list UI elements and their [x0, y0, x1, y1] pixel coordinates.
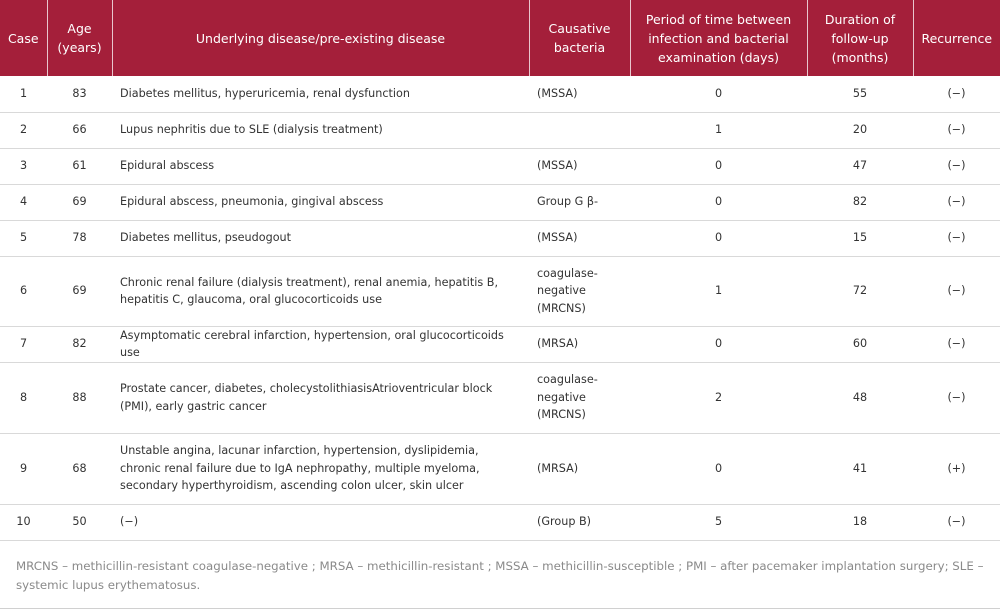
- table-row: [0, 362, 1000, 433]
- cell-case: 1: [0, 76, 47, 112]
- cell-follow-up: 15: [807, 220, 913, 256]
- table-body: [0, 76, 1000, 540]
- cell-age: 61: [47, 148, 112, 184]
- table-row: [0, 76, 1000, 112]
- cell-recurrence: (−): [913, 184, 1000, 220]
- cell-age: 69: [47, 184, 112, 220]
- table-row: [0, 148, 1000, 184]
- table-row: [0, 326, 1000, 362]
- header-follow-up-duration: Duration of follow-up (months): [807, 0, 913, 76]
- cell-case: 7: [0, 326, 47, 362]
- cell-age: 66: [47, 112, 112, 148]
- header-row: [0, 0, 1000, 76]
- table-row: [0, 504, 1000, 540]
- cell-bacteria: (MSSA): [529, 76, 630, 112]
- table-header: [0, 0, 1000, 76]
- cell-follow-up: 60: [807, 326, 913, 362]
- cell-recurrence: (−): [913, 76, 1000, 112]
- header-case: Case: [0, 0, 47, 76]
- cell-period: 1: [630, 112, 807, 148]
- cell-case: 2: [0, 112, 47, 148]
- cell-age: 68: [47, 433, 112, 504]
- cell-age: 50: [47, 504, 112, 540]
- cell-bacteria: (MRSA): [529, 433, 630, 504]
- cell-bacteria: (MSSA): [529, 148, 630, 184]
- cell-disease: Lupus nephritis due to SLE (dialysis treatment): [112, 112, 529, 148]
- cell-case: 3: [0, 148, 47, 184]
- cell-period: 0: [630, 326, 807, 362]
- cell-age: 83: [47, 76, 112, 112]
- table-row: [0, 220, 1000, 256]
- cell-age: 82: [47, 326, 112, 362]
- cell-follow-up: 72: [807, 256, 913, 326]
- cell-bacteria: (MSSA): [529, 220, 630, 256]
- cell-follow-up: 41: [807, 433, 913, 504]
- cell-disease: Epidural abscess, pneumonia, gingival abscess: [112, 184, 529, 220]
- table-row: [0, 256, 1000, 326]
- table-row: [0, 112, 1000, 148]
- cell-period: 2: [630, 362, 807, 433]
- cell-case: 8: [0, 362, 47, 433]
- cell-follow-up: 20: [807, 112, 913, 148]
- cell-period: 0: [630, 433, 807, 504]
- cell-case: 9: [0, 433, 47, 504]
- cell-period: 0: [630, 76, 807, 112]
- cell-period: 0: [630, 220, 807, 256]
- cell-period: 0: [630, 184, 807, 220]
- cell-case: 4: [0, 184, 47, 220]
- cell-recurrence: (−): [913, 362, 1000, 433]
- cell-recurrence: (−): [913, 220, 1000, 256]
- cell-period: 1: [630, 256, 807, 326]
- cell-recurrence: (+): [913, 433, 1000, 504]
- cell-disease: (−): [112, 504, 529, 540]
- cell-disease: Asymptomatic cerebral infarction, hypertension, oral glucocorticoids use: [112, 326, 529, 362]
- cell-bacteria: (Group B): [529, 504, 630, 540]
- cell-period: 0: [630, 148, 807, 184]
- cell-disease: Prostate cancer, diabetes, cholecystolithiasisAtrioventricular block (PMI), early gastric cancer: [112, 362, 529, 433]
- cell-follow-up: 82: [807, 184, 913, 220]
- cell-bacteria: [529, 112, 630, 148]
- cell-case: 10: [0, 504, 47, 540]
- cell-follow-up: 48: [807, 362, 913, 433]
- cell-recurrence: (−): [913, 326, 1000, 362]
- cell-follow-up: 47: [807, 148, 913, 184]
- cell-disease: Epidural abscess: [112, 148, 529, 184]
- header-recurrence: Recurrence: [913, 0, 1000, 76]
- cell-bacteria: (MRSA): [529, 326, 630, 362]
- cell-bacteria: coagulase-negative (MRCNS): [529, 256, 630, 326]
- cell-age: 69: [47, 256, 112, 326]
- cell-age: 78: [47, 220, 112, 256]
- cell-recurrence: (−): [913, 148, 1000, 184]
- cell-recurrence: (−): [913, 256, 1000, 326]
- cell-disease: Chronic renal failure (dialysis treatment), renal anemia, hepatitis B, hepatitis C, glaucoma, oral glucocorticoids use: [112, 256, 529, 326]
- cell-bacteria: Group G β-: [529, 184, 630, 220]
- cell-case: 6: [0, 256, 47, 326]
- table-row: [0, 184, 1000, 220]
- cell-bacteria: coagulase-negative (MRCNS): [529, 362, 630, 433]
- cell-disease: Diabetes mellitus, hyperuricemia, renal dysfunction: [112, 76, 529, 112]
- cell-follow-up: 55: [807, 76, 913, 112]
- cell-period: 5: [630, 504, 807, 540]
- header-causative-bacteria: Causative bacteria: [529, 0, 630, 76]
- cell-recurrence: (−): [913, 504, 1000, 540]
- header-age: Age (years): [47, 0, 112, 76]
- table-footnote: MRCNS – methicillin-resistant coagulase-negative ; MRSA – methicillin-resistant ; MSSA – methicillin-susceptible ; PMI – after pacemaker implantation surgery; SLE – systemic lupus erythematosus.: [0, 541, 1000, 609]
- table-row: [0, 433, 1000, 504]
- cell-case: 5: [0, 220, 47, 256]
- cell-age: 88: [47, 362, 112, 433]
- cell-follow-up: 18: [807, 504, 913, 540]
- cell-disease: Unstable angina, lacunar infarction, hypertension, dyslipidemia, chronic renal failure due to IgA nephropathy, multiple myeloma, secondary hyperthyroidism, ascending colon ulcer, skin ulcer: [112, 433, 529, 504]
- header-underlying-disease: Underlying disease/pre-existing disease: [112, 0, 529, 76]
- header-period-infection-exam: Period of time between infection and bacterial examination (days): [630, 0, 807, 76]
- cell-disease: Diabetes mellitus, pseudogout: [112, 220, 529, 256]
- cell-recurrence: (−): [913, 112, 1000, 148]
